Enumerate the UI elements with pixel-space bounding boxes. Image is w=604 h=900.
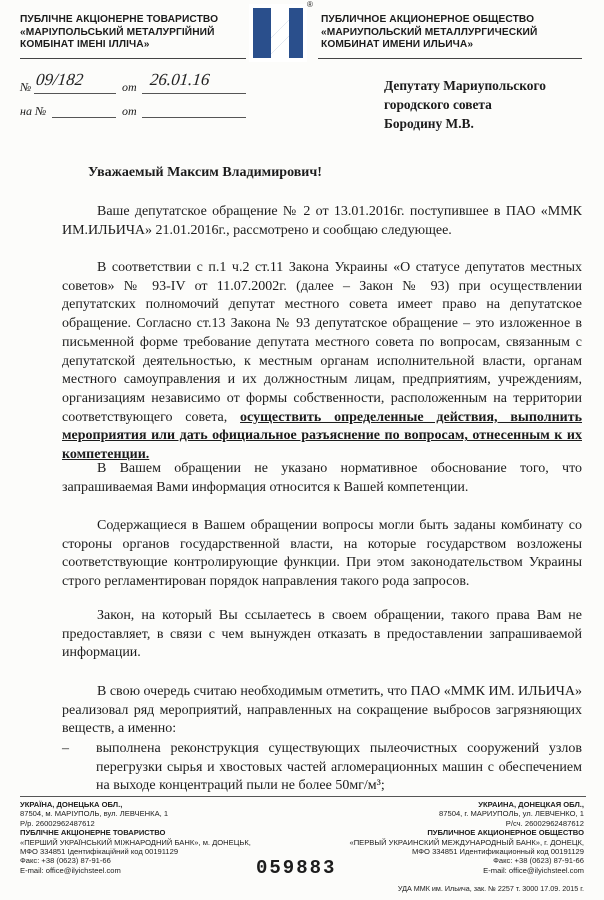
addressee-line: городского совета xyxy=(384,97,492,112)
footer-right-line: ПУБЛИЧНОЕ АКЦИОНЕРНОЕ ОБЩЕСТВО xyxy=(427,828,584,838)
ref-on-from-underline xyxy=(142,117,246,118)
header-right-line: ПУБЛИЧНОЕ АКЦИОНЕРНОЕ ОБЩЕСТВО xyxy=(321,14,535,25)
footer-right-line: Р/сч. 26002962487612 xyxy=(505,818,584,828)
paragraph-2-emphasis: осуществить определенные действия, выполнить мероприятия или дать официальное разъяснение по вопросам, отнесенным к их компетенции. xyxy=(62,409,582,463)
footer-left-line: Факс: +38 (0623) 87-91-66 xyxy=(20,856,111,866)
registered-mark: ® xyxy=(307,0,313,9)
ref-no-label: № xyxy=(20,80,32,94)
header-left-line: «МАРІУПОЛЬСЬКИЙ МЕТАЛУРГІЙНИЙ xyxy=(20,26,215,38)
bullet-dash: – xyxy=(62,741,69,756)
greeting: Уважаемый Максим Владимирович! xyxy=(88,165,322,180)
ref-no-underline xyxy=(34,93,116,94)
header-right-line: «МАРИУПОЛЬСКИЙ МЕТАЛЛУРГИЧЕСКИЙ xyxy=(321,26,538,38)
ref-from-underline xyxy=(142,93,246,94)
paragraph-6-text: В свою очередь считаю необходимым отметить, что ПАО «ММК ИМ. ИЛЬИЧА» реализовал ряд мероприятий, направленных на сокращение выбросов загрязняющих веществ, а именно: xyxy=(62,684,582,737)
footer-right-line: УКРАИНА, ДОНЕЦКАЯ ОБЛ., xyxy=(478,800,584,809)
header-left-line: КОМБІНАТ ІМЕНІ ІЛЛІЧА» xyxy=(20,39,150,50)
footer-left-line: МФО 334851 Ідентифікаційний код 00191129 xyxy=(20,847,179,857)
printer-note: УДА ММК им. Ильича, зак. № 2257 т. 3000 17.09. 2015 г. xyxy=(397,884,584,893)
paragraph-2-text xyxy=(62,259,582,465)
addressee-block xyxy=(384,76,546,133)
ref-from-label: от xyxy=(122,80,137,94)
footer-left-line: ПУБЛІЧНЕ АКЦІОНЕРНЕ ТОВАРИСТВО xyxy=(20,828,166,838)
footer-left-line: УКРАЇНА, ДОНЕЦЬКА ОБЛ., xyxy=(20,800,123,809)
paragraph-5-text: Закон, на который Вы ссылаетесь в своем обращении, такого права Вам не предоставляет, в связи с чем вынужден отказать в предоставлении запрашиваемой информации. xyxy=(62,608,582,661)
paragraph-3-text: В Вашем обращении не указано нормативное обоснование того, что запрашиваемая Вами информация относится к Вашей компетенции. xyxy=(62,461,582,495)
paragraph-5 xyxy=(62,607,582,663)
paragraph-4-text: Содержащиеся в Вашем обращении вопросы могли быть заданы комбинату со стороны органов государственной власти, на которые государством возложены соответствующие контролирующие функции. При этом законодательством Украины строго регламентирован порядок направления такого рода запросов. xyxy=(62,518,582,590)
paragraph-6 xyxy=(62,683,582,739)
footer-right-block xyxy=(349,800,584,875)
reference-block xyxy=(20,66,260,126)
mmk-ilyich-logo-icon xyxy=(249,4,307,62)
header-left-block xyxy=(20,14,218,52)
paragraph-2-plain: В соответствии с п.1 ч.2 ст.11 Закона Украины «О статусе депутатов местных советов» № 93-IV от 11.07.2002г. (далее – Закон № 93) при осуществлении депутатских полномочий депутат местного совета имеет право на депутатское обращение. Согласно ст.13 Закона № 93 депутатское обращение – это изложенное в письменной форме требование депутата местного совета по вопросам, связанным с депутатской деятельностью, к местным органам исполнительной власти, органам местного самоуправления и их должностным лицам, предприятиям, учреждениям, организациям независимо от формы собственности, расположенным на территории соответствующего совета, xyxy=(62,260,582,425)
footer-right-line: Факс: +38 (0623) 87-91-66 xyxy=(493,856,584,866)
ref-on-label: на № xyxy=(20,104,47,118)
addressee-line: Бородину М.В. xyxy=(384,116,474,131)
header-right-block xyxy=(321,14,537,52)
footer-right-line: 87504, г. МАРИУПОЛЬ, ул. ЛЕВЧЕНКО, 1 xyxy=(439,809,584,819)
footer-left-line: E-mail: office@ilyichsteel.com xyxy=(20,865,121,875)
paragraph-4 xyxy=(62,517,582,592)
ref-on-from-label: от xyxy=(122,104,137,118)
header-left-line: ПУБЛІЧНЕ АКЦІОНЕРНЕ ТОВАРИСТВО xyxy=(20,14,219,25)
footer-right-line: МФО 334851 Идентификационный код 00191129 xyxy=(412,847,584,857)
paragraph-3 xyxy=(62,460,582,497)
footer-left-line: «ПЕРШИЙ УКРАЇНСЬКИЙ МІЖНАРОДНИЙ БАНК», м. ДОНЕЦЬК, xyxy=(20,837,251,847)
paragraph-1-text: Ваше депутатское обращение № 2 от 13.01.2016г. поступившее в ПАО «ММК ИМ.ИЛЬИЧА» 21.01.2016г., рассмотрено и сообщаю следующее. xyxy=(62,204,582,238)
paragraph-2 xyxy=(62,259,582,465)
footer-left-block xyxy=(20,800,251,875)
bullet-text: выполнена реконструкция существующих пылеочистных сооружений узлов перегрузки сырья и хвостовых частей агломерационных машин с обеспечением на выходе концентраций пыли не более 50мг/м³; xyxy=(96,741,582,794)
footer-right-line: E-mail: office@ilyichsteel.com xyxy=(483,865,584,875)
addressee-line: Депутату Мариупольского xyxy=(384,78,546,93)
header-right-line: КОМБИНАТ ИМЕНИ ИЛЬИЧА» xyxy=(321,39,474,50)
ref-no-value: 09/182 xyxy=(35,70,85,89)
paragraph-1 xyxy=(62,203,582,240)
bullet-item xyxy=(62,740,582,796)
serial-number: 059883 xyxy=(256,857,337,879)
header-right-rule xyxy=(318,58,582,59)
footer-right-line: «ПЕРВЫЙ УКРАИНСКИЙ МЕЖДУНАРОДНЫЙ БАНК», г. ДОНЕЦК, xyxy=(349,837,584,847)
ref-from-value: 26.01.16 xyxy=(149,70,211,89)
header-left-rule xyxy=(20,58,246,59)
footer-left-line: Р/р. 26002962487612 xyxy=(20,818,95,828)
footer-rule xyxy=(20,796,586,797)
footer-left-line: 87504, м. МАРІУПОЛЬ, вул. ЛЕВЧЕНКА, 1 xyxy=(20,809,169,819)
ref-on-underline xyxy=(52,117,116,118)
